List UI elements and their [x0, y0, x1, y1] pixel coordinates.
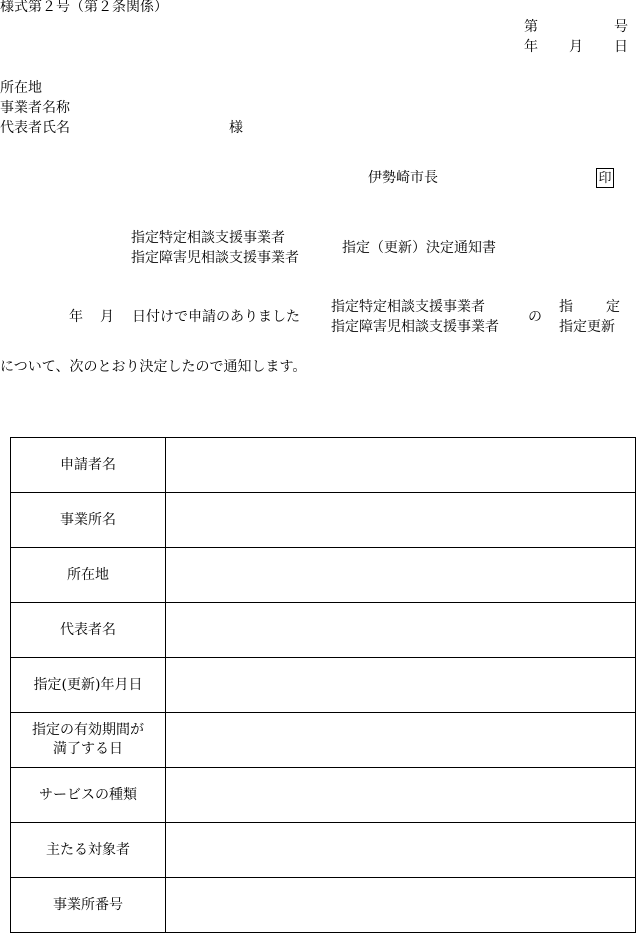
addressee-representative-label: 代表者氏名 [0, 120, 70, 136]
table-row [11, 493, 636, 548]
doc-number-go: 号 [614, 19, 628, 35]
title-suffix: 指定（更新）決定通知書 [342, 240, 496, 256]
table-row [11, 768, 636, 823]
row-value[interactable] [166, 658, 636, 713]
body-month: 月 [100, 309, 114, 325]
row-value[interactable] [166, 548, 636, 603]
date-day: 日 [614, 39, 628, 55]
body-particle: の [528, 309, 542, 325]
seal-text: 印 [598, 170, 612, 186]
table-row [11, 823, 636, 878]
row-label-line: 指定の有効期間が [32, 722, 144, 738]
row-label [11, 493, 166, 548]
row-value[interactable] [166, 713, 636, 768]
row-label [11, 603, 166, 658]
table-row [11, 878, 636, 933]
date-month: 月 [569, 39, 583, 55]
row-value[interactable] [166, 493, 636, 548]
table-row [11, 548, 636, 603]
honorific: 様 [229, 120, 243, 136]
body-lead: 日付けで申請のありました [132, 309, 300, 325]
row-value[interactable] [166, 823, 636, 878]
row-label-line: 事業所番号 [53, 896, 123, 913]
row-label [11, 768, 166, 823]
row-label-line: 申請者名 [60, 456, 116, 473]
addressee-address-label: 所在地 [0, 80, 42, 96]
row-value[interactable] [166, 438, 636, 493]
title-line1: 指定特定相談支援事業者 [131, 230, 285, 246]
row-label-line: 主たる対象者 [46, 841, 130, 858]
seal-box [596, 168, 614, 188]
table-row [11, 658, 636, 713]
body-line1: 指定特定相談支援事業者 [331, 299, 485, 315]
option-designation-char1: 指 [559, 299, 573, 315]
body-line2: 指定障害児相談支援事業者 [331, 319, 499, 335]
row-value[interactable] [166, 768, 636, 823]
addressee-company-label: 事業者名称 [0, 100, 70, 116]
option-renewal: 指定更新 [559, 319, 615, 335]
form-code: 様式第２号（第２条関係） [0, 0, 168, 15]
date-year: 年 [524, 39, 538, 55]
row-label [11, 548, 166, 603]
row-label-line: 指定(更新)年月日 [33, 676, 143, 693]
row-label [11, 658, 166, 713]
row-label [11, 438, 166, 493]
title-line2: 指定障害児相談支援事業者 [131, 250, 299, 266]
row-label [11, 823, 166, 878]
row-value[interactable] [166, 603, 636, 658]
table-row [11, 438, 636, 493]
table-row [11, 713, 636, 768]
row-label-line: 事業所名 [60, 511, 116, 528]
body-closing: について、次のとおり決定したので通知します。 [0, 359, 307, 375]
row-label-line: 所在地 [67, 566, 109, 583]
table-row [11, 603, 636, 658]
doc-number-dai: 第 [524, 19, 538, 35]
row-label-line: 満了する日 [53, 741, 123, 757]
option-designation-char2: 定 [606, 299, 620, 315]
row-label-line: 代表者名 [60, 621, 116, 638]
row-label-line: サービスの種類 [39, 786, 137, 803]
body-year: 年 [69, 309, 83, 325]
row-label [11, 713, 166, 768]
row-value[interactable] [166, 878, 636, 933]
issuer: 伊勢崎市長 [368, 170, 438, 186]
details-table [10, 437, 636, 933]
row-label [11, 878, 166, 933]
